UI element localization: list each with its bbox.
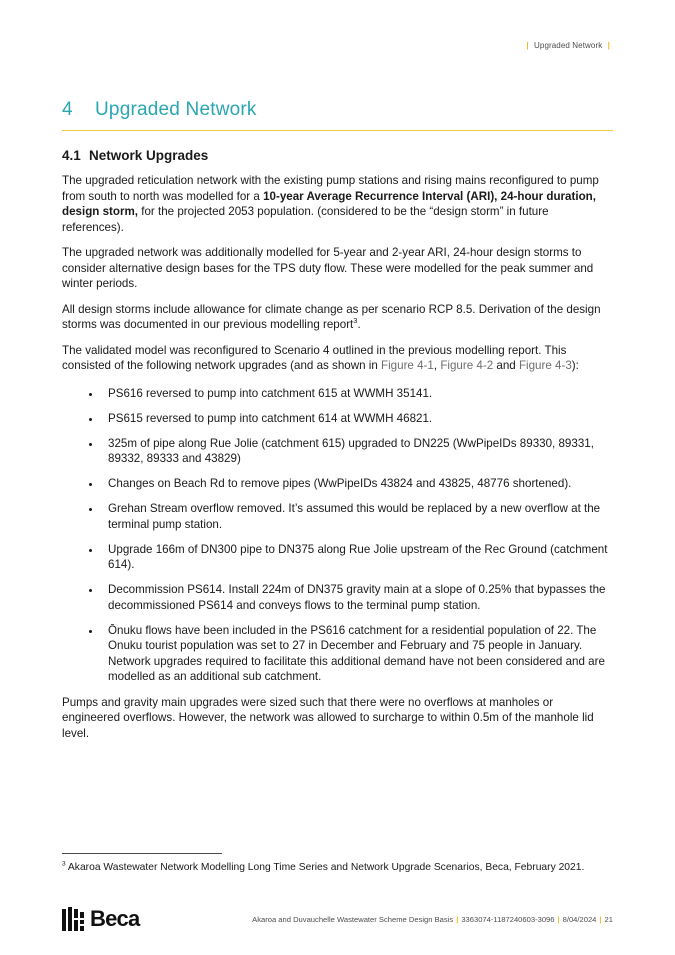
footer-separator-3: |: [599, 914, 602, 924]
section-title: Upgraded Network: [95, 99, 257, 120]
paragraph-1-text-end: for the projected 2053 population. (considered to be the “design storm” in future references).: [62, 205, 549, 234]
content-column: [62, 0, 613, 741]
footnote-text: Akaroa Wastewater Network Modelling Long Time Series and Network Upgrade Scenarios, Beca, February 2021.: [67, 862, 585, 873]
footer-doc-number: 3363074-1187240603-3096: [461, 914, 555, 924]
paragraph-4: [62, 343, 613, 374]
footnote-divider: [62, 853, 222, 854]
footer-separator-1: |: [456, 914, 459, 924]
paragraph-1: [62, 173, 613, 235]
bullet-item: • Grehan Stream overflow removed. It’s assumed this would be replaced by a new overflow at the terminal pump station.: [102, 501, 613, 532]
page-footer: [62, 903, 613, 935]
paragraph-3-text: All design storms include allowance for climate change as per scenario RCP 8.5. Derivation of the design storms was documented in our previous modelling report: [62, 302, 601, 331]
paragraph-1-bold-text: 10-year Average Recurrence Interval (ARI), 24-hour duration, design storm,: [62, 189, 596, 218]
section-number: 4: [62, 99, 73, 120]
figure-link-separator-2: and: [493, 359, 519, 372]
footer-document-info: [252, 915, 613, 924]
bullet-item: • PS616 reversed to pump into catchment 615 at WWMH 35141.: [102, 386, 613, 402]
subsection-heading: [62, 148, 613, 163]
paragraph-4-text-end: ):: [571, 359, 579, 372]
footnote-marker: 3: [62, 860, 66, 868]
closing-paragraph: Pumps and gravity main upgrades were sized such that there were no overflows at manholes or engineered overflows. However, the network was allowed to surcharge to within 0.5m of the manhole lid level.: [62, 695, 594, 740]
beca-logo: [62, 906, 139, 932]
bullet-item: • 325m of pipe along Rue Jolie (catchment 615) upgraded to DN225 (WwPipeIDs 89330, 89331, 89332, 89333 and 43829): [102, 436, 613, 467]
footnote-reference-marker[interactable]: 3: [353, 316, 358, 326]
paragraph-3-text-end: .: [357, 318, 361, 331]
footnote-text-line: [62, 861, 613, 874]
bullet-item: • Upgrade 166m of DN300 pipe to DN375 along Rue Jolie upstream of the Rec Ground (catchment 614).: [102, 542, 613, 573]
footnote-block: [62, 853, 613, 874]
paragraph-4-text: The validated model was reconfigured to Scenario 4 outlined in the previous modelling report. This consisted of the following network upgrades (and as shown in: [62, 343, 567, 372]
beca-logo-wordmark: Beca: [90, 906, 140, 931]
paragraph-2: The upgraded network was additionally modelled for 5-year and 2-year ARI, 24-hour design storms to consider alternative design bases for the TPS duty flow. These were modelled for the peak summer and winter periods.: [62, 246, 594, 290]
upgrade-bullet-list: [62, 386, 613, 685]
section-heading: [62, 99, 613, 131]
footer-date: 8/04/2024: [562, 914, 597, 924]
footer-separator-2: |: [557, 914, 560, 924]
subsection-title: Network Upgrades: [89, 148, 209, 163]
header-section-title: Upgraded Network: [534, 41, 603, 50]
figure-4-3-link[interactable]: Figure 4-3: [518, 359, 572, 372]
header-separator-right: |: [607, 41, 610, 50]
bullet-item: • Decommission PS614. Install 224m of DN375 gravity main at a slope of 0.25% that bypasses the decommissioned PS614 and conveys flows to the terminal pump station.: [102, 582, 613, 613]
footer-doc-title: Akaroa and Duvauchelle Wastewater Scheme Design Basis: [252, 914, 454, 924]
header-separator-left: |: [526, 41, 529, 50]
figure-4-1-link[interactable]: Figure 4-1: [381, 359, 434, 372]
bullet-item: • Ōnuku flows have been included in the PS616 catchment for a residential population of 22. The Onuku tourist population was set to 27 in December and February and 75 people in January. Network upgrades required to facilitate this additional demand have not been considered and are modelled as an additional sub catchment.: [102, 623, 613, 685]
figure-4-2-link[interactable]: Figure 4-2: [440, 359, 494, 372]
paragraph-1-text: The upgraded reticulation network with the existing pump stations and rising mains reconfigured to pump from south to north was modelled for a: [62, 174, 599, 203]
paragraph-3: [62, 302, 613, 333]
footer-page-number: 21: [604, 914, 613, 924]
bullet-item: • Changes on Beach Rd to remove pipes (WwPipeIDs 43824 and 43825, 48776 shortened).: [102, 476, 613, 492]
figure-link-separator-1: ,: [433, 359, 441, 372]
beca-logo-mark-icon: [62, 907, 86, 931]
bullet-item: • PS615 reversed to pump into catchment 614 at WWMH 46821.: [102, 411, 613, 427]
subsection-number: 4.1: [62, 148, 81, 163]
